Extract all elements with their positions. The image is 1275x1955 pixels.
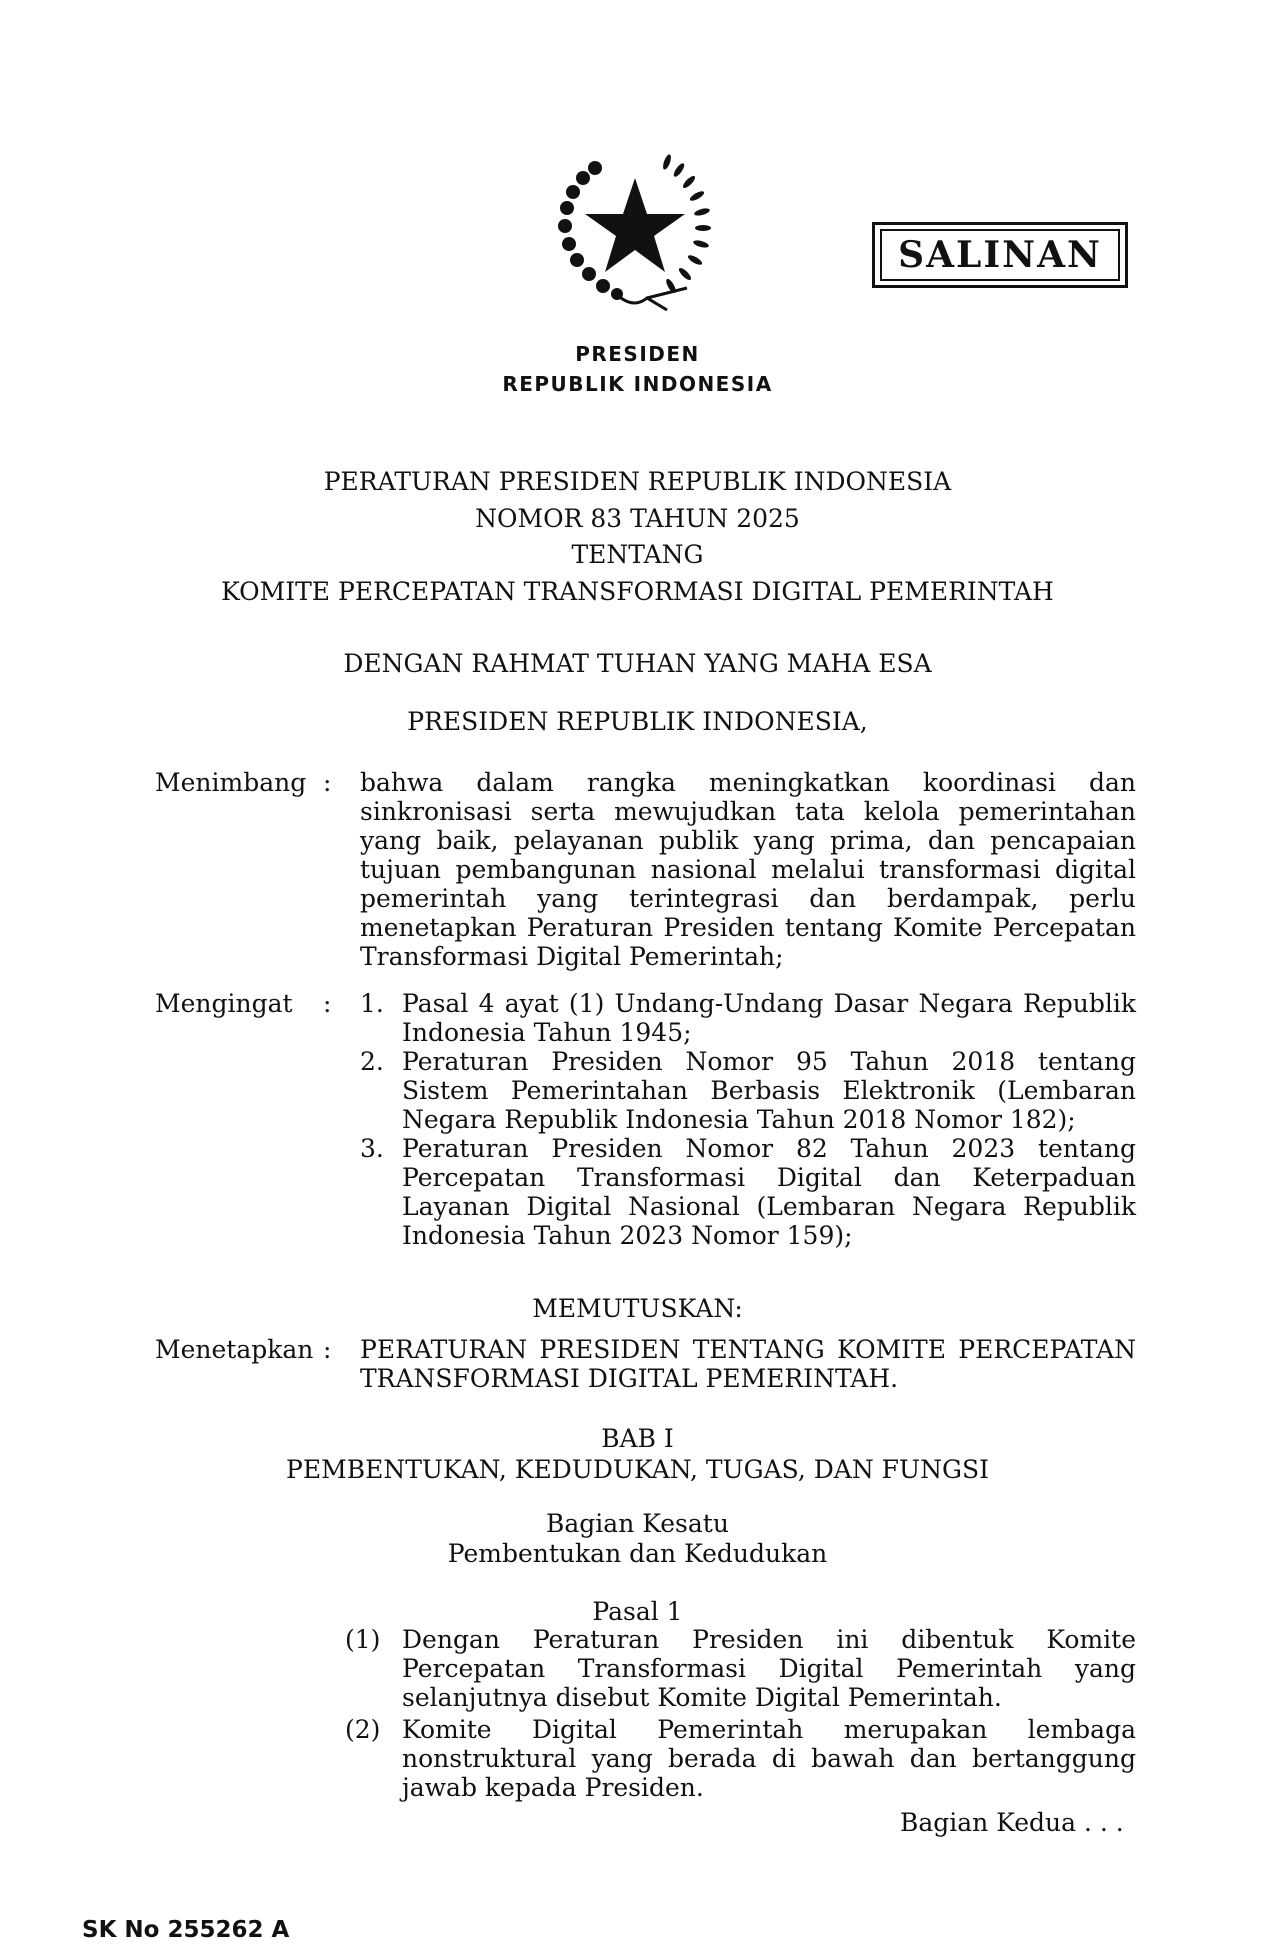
invocation: DENGAN RAHMAT TUHAN YANG MAHA ESA (343, 649, 932, 678)
ayat-number: (1) (345, 1625, 381, 1654)
mengingat-colon: : (323, 989, 332, 1018)
mengingat-item-text: Peraturan Presiden Nomor 82 Tahun 2023 tentang Percepatan Transformasi Digital dan Keterpaduan Layanan Digital Nasional (Lembaran Negara Republik Indonesia Tahun 2023 Nomor 159); (402, 1134, 1136, 1250)
institution-line-2: REPUBLIK INDONESIA (502, 372, 773, 396)
pasal-title: Pasal 1 (592, 1597, 683, 1626)
garuda-star-emblem-icon (547, 148, 723, 316)
bab-title: PEMBENTUKAN, KEDUDUKAN, TUGAS, DAN FUNGSI (286, 1455, 989, 1484)
mengingat-item (360, 989, 1136, 1047)
salinan-text: SALINAN (880, 229, 1120, 281)
pasal-ayat-list (345, 1625, 1136, 1805)
menimbang-text: bahwa dalam rangka meningkatkan koordinasi dan sinkronisasi serta mewujudkan tata kelola pemerintahan yang baik, pelayanan publik yang prima, dan pencapaian tujuan pembangunan nasional melalui transformasi digital pemerintah yang terintegrasi dan berdampak, perlu menetapkan Peraturan Presiden tentang Komite Percepatan Transformasi Digital Pemerintah; (360, 768, 1136, 971)
menetapkan-text: PERATURAN PRESIDEN TENTANG KOMITE PERCEPATAN TRANSFORMASI DIGITAL PEMERINTAH. (360, 1335, 1136, 1393)
mengingat-list (360, 989, 1136, 1259)
mengingat-label: Mengingat (155, 989, 293, 1018)
salinan-stamp (872, 222, 1128, 288)
pasal-ayat (345, 1625, 1136, 1713)
title-line-4: KOMITE PERCEPATAN TRANSFORMASI DIGITAL PEMERINTAH (221, 577, 1054, 606)
menimbang-colon: : (323, 768, 332, 797)
menimbang-label: Menimbang (155, 768, 307, 797)
pasal-ayat (345, 1715, 1136, 1803)
institution-line-1: PRESIDEN (575, 342, 700, 366)
mengingat-item (360, 1134, 1136, 1250)
mengingat-item-text: Peraturan Presiden Nomor 95 Tahun 2018 tentang Sistem Pemerintahan Berbasis Elektronik (Lembaran Negara Republik Indonesia Tahun 2018 Nomor 182); (402, 1047, 1136, 1134)
memutuskan-heading: MEMUTUSKAN: (532, 1294, 743, 1323)
authority-line: PRESIDEN REPUBLIK INDONESIA, (407, 707, 868, 736)
mengingat-item (360, 1047, 1136, 1134)
menetapkan-colon: : (323, 1335, 332, 1364)
mengingat-item-number: 2. (360, 1047, 384, 1076)
title-line-1: PERATURAN PRESIDEN REPUBLIK INDONESIA (323, 467, 952, 496)
document-code: SK No 255262 A (82, 1917, 290, 1943)
bagian-number: Bagian Kesatu (546, 1509, 729, 1538)
ayat-text: Komite Digital Pemerintah merupakan lembaga nonstruktural yang berada di bawah dan bertanggung jawab kepada Presiden. (402, 1715, 1136, 1802)
mengingat-item-number: 3. (360, 1134, 384, 1163)
bab-number: BAB I (601, 1424, 674, 1453)
title-line-2: NOMOR 83 TAHUN 2025 (475, 504, 800, 533)
ayat-text: Dengan Peraturan Presiden ini dibentuk Komite Percepatan Transformasi Digital Pemerintah yang selanjutnya disebut Komite Digital Pemerintah. (402, 1625, 1136, 1712)
title-line-3: TENTANG (571, 540, 704, 569)
bagian-title: Pembentukan dan Kedudukan (447, 1539, 828, 1568)
mengingat-item-text: Pasal 4 ayat (1) Undang-Undang Dasar Negara Republik Indonesia Tahun 1945; (402, 989, 1136, 1047)
ayat-number: (2) (345, 1715, 381, 1744)
mengingat-item-number: 1. (360, 989, 384, 1018)
menetapkan-label: Menetapkan (155, 1335, 314, 1364)
catchword: Bagian Kedua . . . (900, 1808, 1124, 1837)
